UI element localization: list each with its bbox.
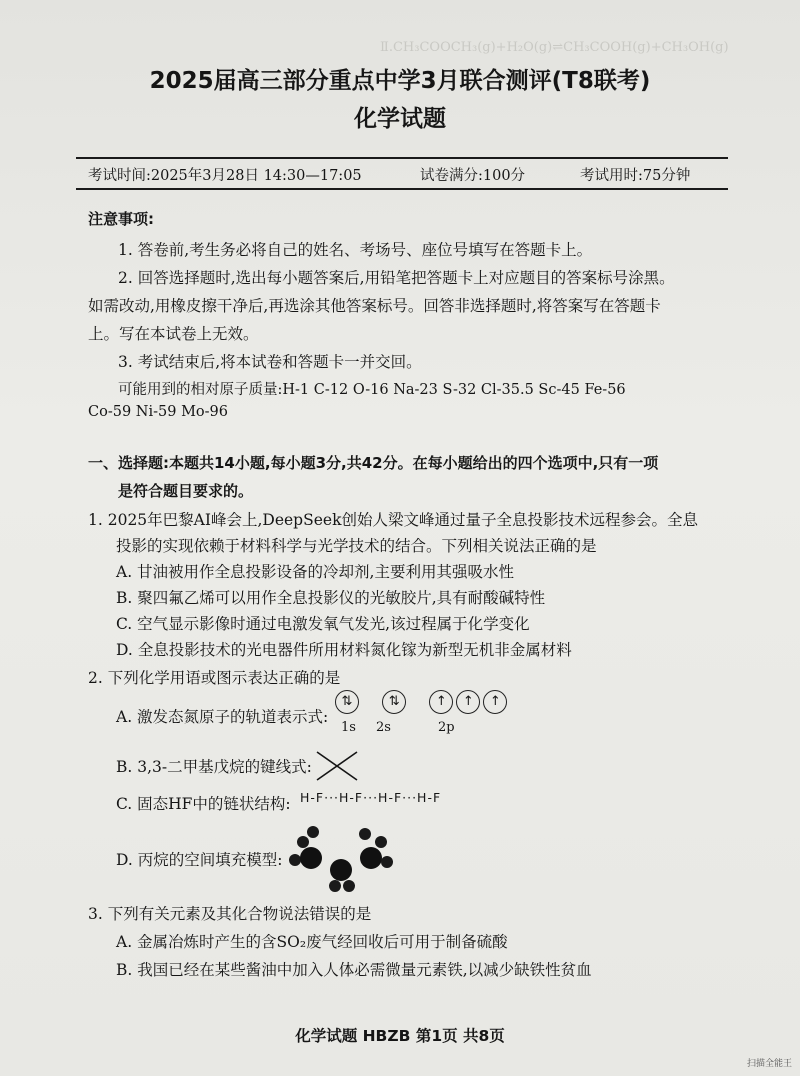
- hf-chain-structure: H-F···H-F···H-F···H-F: [300, 790, 442, 805]
- q1-stem-cont: 投影的实现依赖于材料科学与光学技术的结合。下列相关说法正确的是: [116, 537, 597, 555]
- orbital-label-2p: 2p: [438, 720, 455, 735]
- bleed-through-text: Ⅱ.CH₃COOCH₃(g)+H₂O(g)⇌CH₃COOH(g)+CH₃OH(g): [380, 40, 729, 55]
- q2-option-d: D. 丙烷的空间填充模型:: [116, 851, 283, 869]
- orbital-2p-x: ↑: [429, 690, 453, 714]
- orbital-label-2s: 2s: [376, 720, 391, 735]
- q3-option-b: B. 我国已经在某些酱油中加入人体必需微量元素铁,以减少缺铁性贫血: [116, 961, 592, 979]
- q1-option-c: C. 空气显示影像时通过电激发氧气发光,该过程属于化学变化: [116, 615, 530, 633]
- exam-title: 2025届高三部分重点中学3月联合测评(T8联考): [149, 68, 651, 94]
- duration: 考试用时:75分钟: [580, 168, 691, 184]
- q1-option-a: A. 甘油被用作全息投影设备的冷却剂,主要利用其强吸水性: [116, 563, 514, 581]
- q3-option-a: A. 金属冶炼时产生的含SO₂废气经回收后可用于制备硫酸: [116, 933, 508, 951]
- orbital-label-1s: 1s: [341, 720, 356, 735]
- section-heading: 一、选择题:本题共14小题,每小题3分,共42分。在每小题给出的四个选项中,只有一项: [88, 454, 659, 472]
- atomic-masses: 可能用到的相对原子质量:H-1 C-12 O-16 Na-23 S-32 Cl-35.5 Sc-45 Fe-56: [118, 382, 626, 398]
- full-score: 试卷满分:100分: [420, 168, 526, 184]
- q3-stem: 3. 下列有关元素及其化合物说法错误的是: [88, 905, 372, 923]
- q1-option-b: B. 聚四氟乙烯可以用作全息投影仪的光敏胶片,具有耐酸碱特性: [116, 589, 546, 607]
- orbital-2p-z: ↑: [483, 690, 507, 714]
- q2-option-b: B. 3,3-二甲基戊烷的键线式:: [116, 758, 312, 776]
- q2-option-a: A. 激发态氮原子的轨道表示式:: [116, 708, 329, 726]
- skeletal-formula-drawing: [315, 748, 359, 782]
- orbital-2s: ⇅: [382, 690, 406, 714]
- notice-item-1: 1. 答卷前,考生务必将自己的姓名、考场号、座位号填写在答题卡上。: [118, 241, 593, 259]
- divider-top: [76, 157, 728, 159]
- notice-heading: 注意事项:: [88, 210, 154, 228]
- q1-option-d: D. 全息投影技术的光电器件所用材料氮化镓为新型无机非金属材料: [116, 641, 572, 659]
- notice-item-2-end: 上。写在本试卷上无效。: [88, 325, 259, 343]
- orbital-diagram: [335, 690, 510, 714]
- orbital-1s: ⇅: [335, 690, 359, 714]
- q2-stem: 2. 下列化学用语或图示表达正确的是: [88, 669, 341, 687]
- subject-title: 化学试题: [354, 106, 446, 132]
- scanner-watermark: 扫描全能王: [746, 1059, 792, 1069]
- orbital-2p-y: ↑: [456, 690, 480, 714]
- atomic-masses-cont: Co-59 Ni-59 Mo-96: [88, 404, 228, 420]
- exam-time: 考试时间:2025年3月28日 14:30—17:05: [88, 168, 362, 184]
- divider-bottom: [76, 188, 728, 190]
- q1-stem: 1. 2025年巴黎AI峰会上,DeepSeek创始人梁文峰通过量子全息投影技术远程参会。全息: [88, 511, 698, 529]
- page-footer: 化学试题 HBZB 第1页 共8页: [295, 1027, 505, 1045]
- notice-item-2-cont: 如需改动,用橡皮擦干净后,再选涂其他答案标号。回答非选择题时,将答案写在答题卡: [88, 297, 661, 315]
- notice-item-3: 3. 考试结束后,将本试卷和答题卡一并交回。: [118, 353, 422, 371]
- propane-space-filling-model: [285, 820, 395, 892]
- section-heading-cont: 是符合题目要求的。: [118, 482, 254, 500]
- notice-item-2: 2. 回答选择题时,选出每小题答案后,用铅笔把答题卡上对应题目的答案标号涂黑。: [118, 269, 675, 287]
- q2-option-c: C. 固态HF中的链状结构:: [116, 795, 291, 813]
